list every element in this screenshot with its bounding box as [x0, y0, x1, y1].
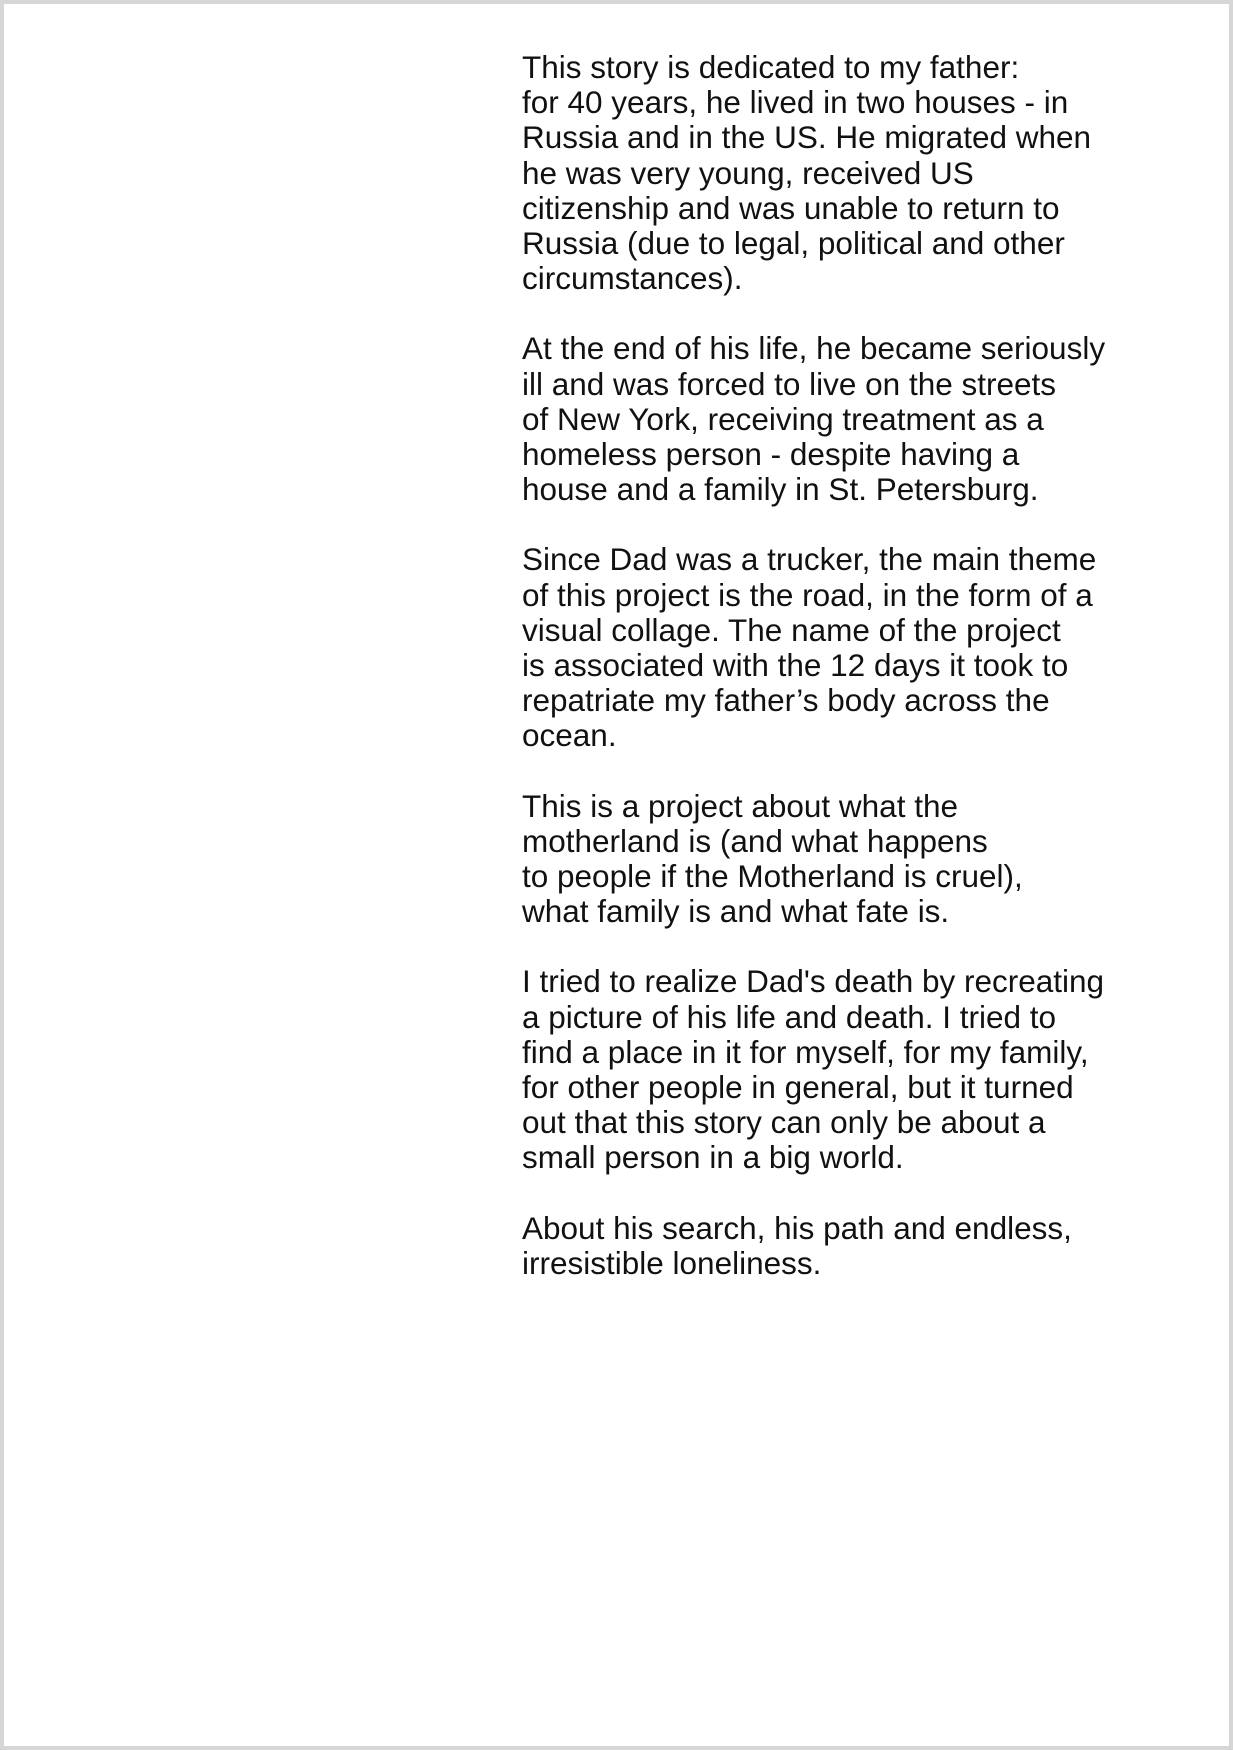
- text-line: find a place in it for myself, for my family,: [522, 1033, 1089, 1070]
- text-line: of New York, receiving treatment as a: [522, 400, 1044, 437]
- text-line: out that this story can only be about a: [522, 1104, 1046, 1141]
- text-line: About his search, his path and endless,: [522, 1209, 1072, 1246]
- paragraph-realization: [522, 964, 1182, 1175]
- paragraph-dedication: [522, 50, 1182, 296]
- text-line: a picture of his life and death. I tried to: [522, 998, 1057, 1035]
- paragraph-motherland: [522, 789, 1182, 930]
- text-line: Russia and in the US. He migrated when: [522, 119, 1092, 156]
- text-line: citizenship and was unable to return to: [522, 189, 1060, 226]
- text-line: ocean.: [522, 717, 617, 754]
- text-line: This is a project about what the: [522, 787, 958, 824]
- paragraph-loneliness: [522, 1211, 1182, 1281]
- text-line: I tried to realize Dad's death by recreating: [522, 963, 1105, 1000]
- paragraph-end-of-life: [522, 331, 1182, 507]
- text-line: he was very young, received US: [522, 154, 974, 191]
- text-line: Since Dad was a trucker, the main theme: [522, 541, 1097, 578]
- text-line: repatriate my father’s body across the: [522, 682, 1050, 719]
- text-line: circumstances).: [522, 260, 743, 297]
- text-line: visual collage. The name of the project: [522, 611, 1061, 648]
- text-line: At the end of his life, he became seriously: [522, 330, 1106, 367]
- text-line: for 40 years, he lived in two houses - in: [522, 84, 1069, 121]
- text-line: homeless person - despite having a: [522, 436, 1020, 473]
- text-line: for other people in general, but it turned: [522, 1069, 1074, 1106]
- text-line: of this project is the road, in the form of a: [522, 576, 1093, 613]
- text-line: Russia (due to legal, political and other: [522, 225, 1065, 262]
- text-line: irresistible loneliness.: [522, 1244, 822, 1281]
- text-line: motherland is (and what happens: [522, 822, 988, 859]
- text-line: to people if the Motherland is cruel),: [522, 858, 1023, 895]
- text-line: ill and was forced to live on the streets: [522, 365, 1057, 402]
- paragraph-road-theme: [522, 542, 1182, 753]
- text-line: what family is and what fate is.: [522, 893, 950, 930]
- text-line: This story is dedicated to my father:: [522, 49, 1020, 85]
- text-column: [522, 50, 1182, 1316]
- text-line: house and a family in St. Petersburg.: [522, 471, 1039, 508]
- text-line: is associated with the 12 days it took to: [522, 647, 1069, 684]
- text-line: small person in a big world.: [522, 1139, 904, 1176]
